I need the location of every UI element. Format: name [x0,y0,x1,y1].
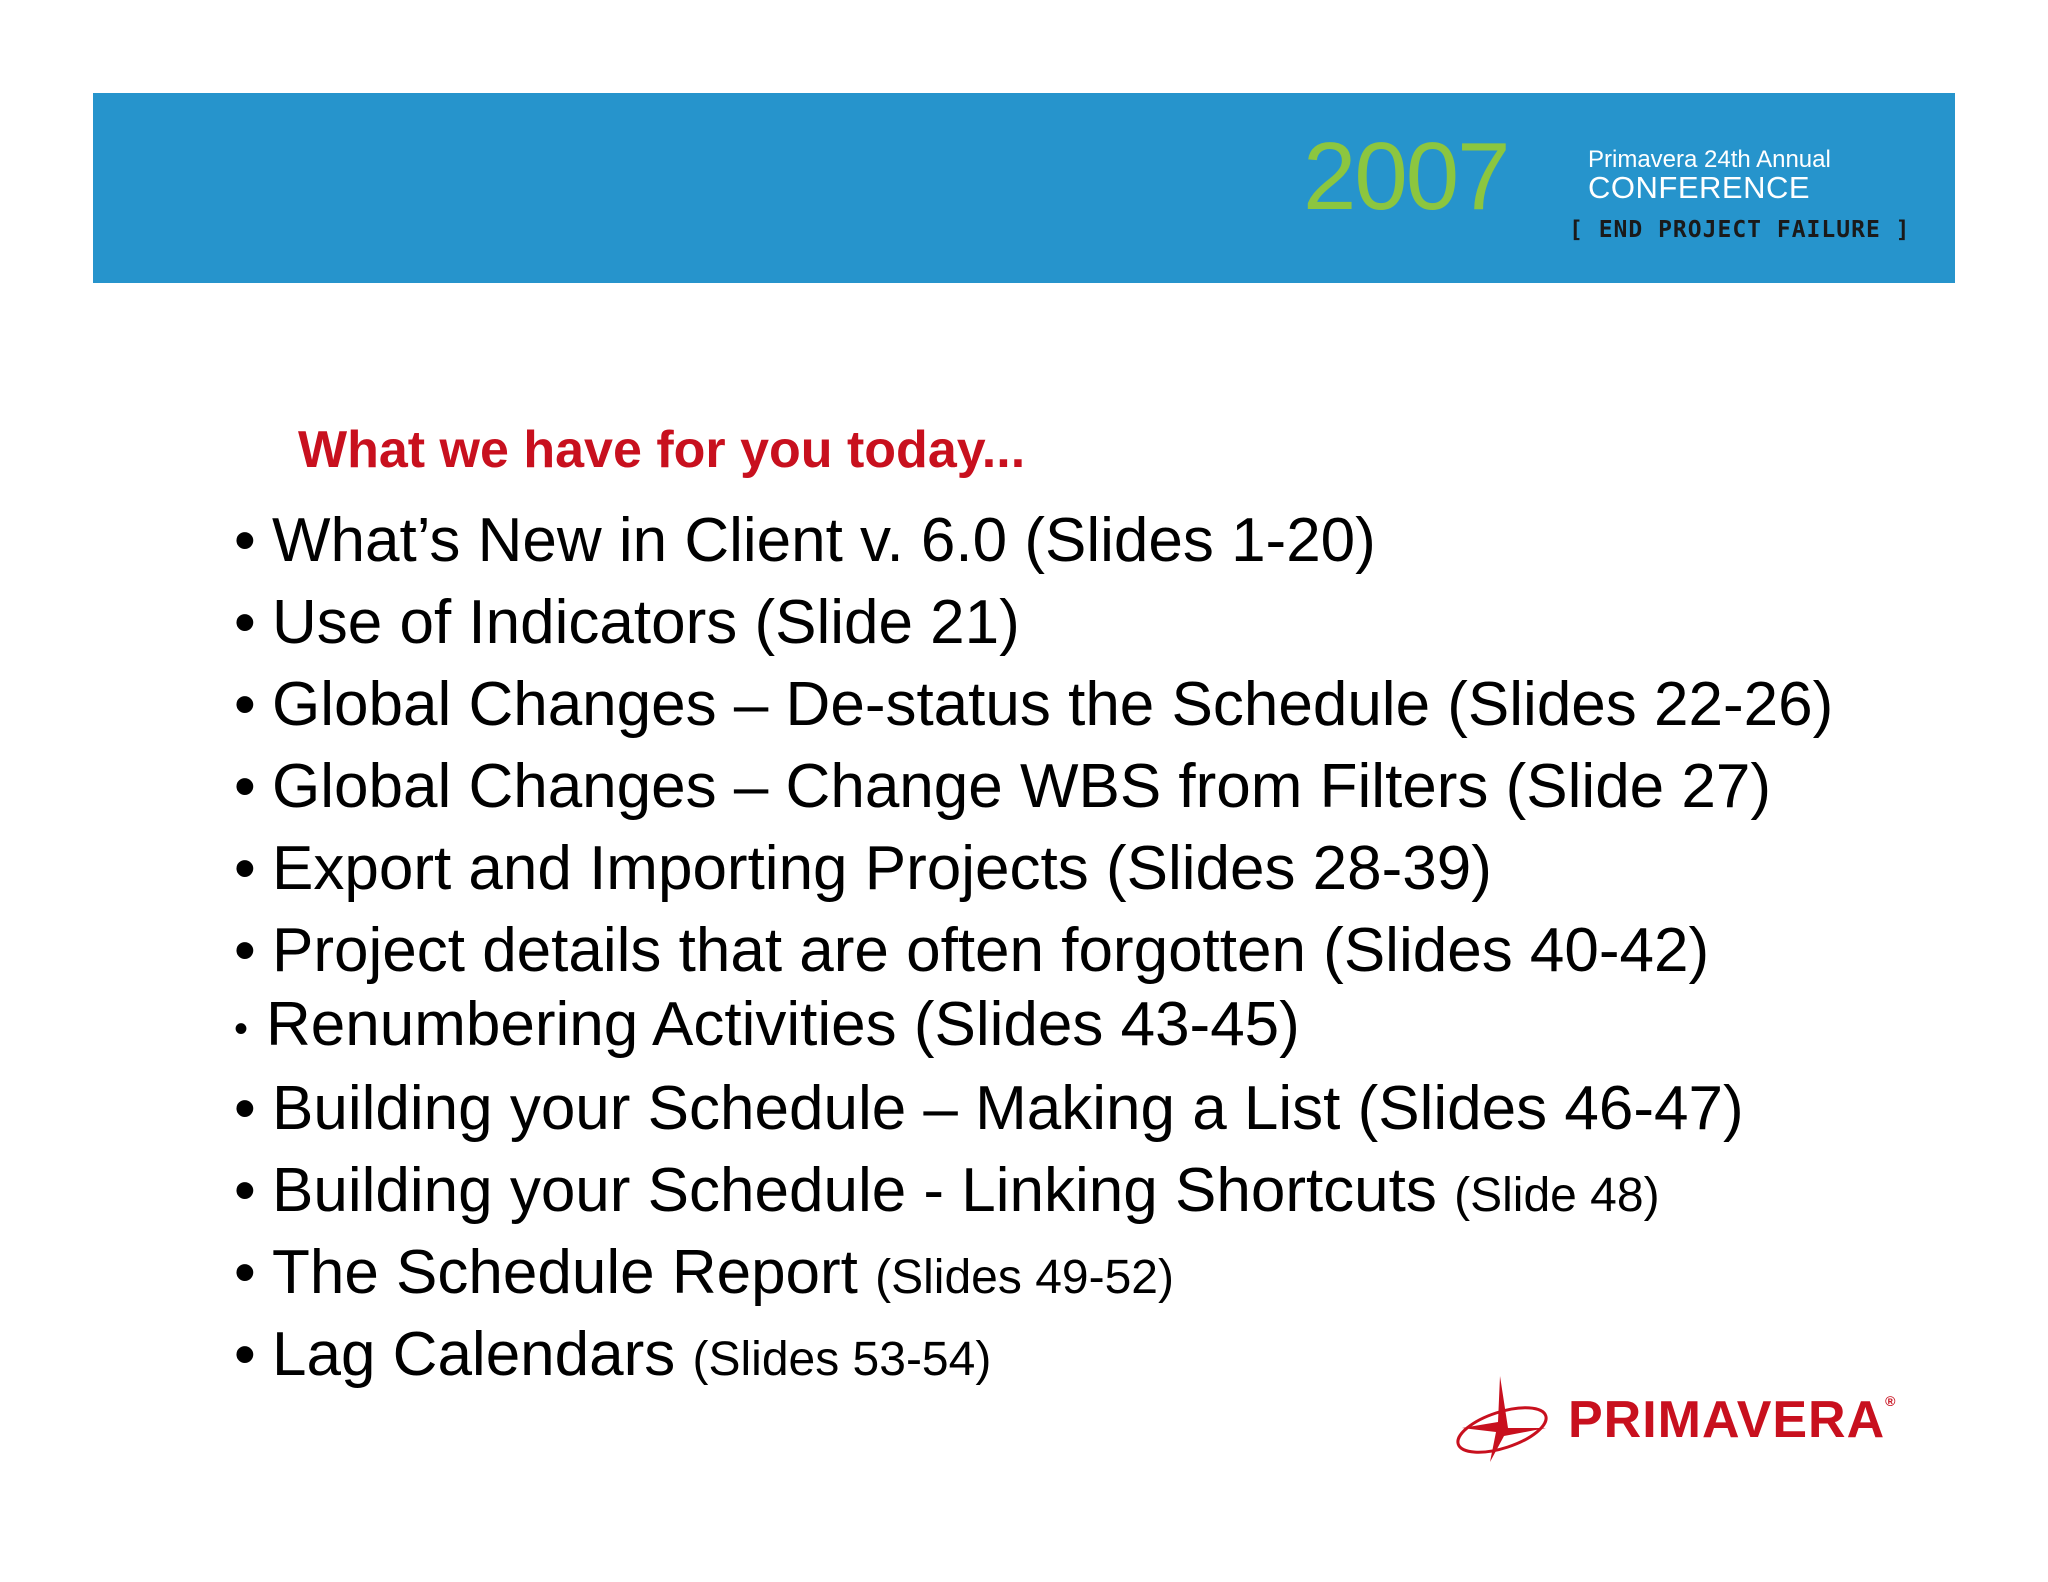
agenda-item [234,588,1020,657]
agenda-item [234,834,1492,903]
agenda-item-slides: (Slides 53-54) [692,1333,992,1386]
primavera-wordmark-text: PRIMAVERA [1568,1391,1886,1449]
agenda-item-text: Export and Importing Projects (Slides 28-39) [272,834,1492,903]
bullet: • [234,752,256,821]
agenda-item [234,752,1771,821]
primavera-wordmark [1568,1391,1897,1449]
primavera-swoosh-icon [1450,1370,1560,1470]
bullet: • [234,506,256,575]
banner-tagline: [ END PROJECT FAILURE ] [1569,217,1911,243]
agenda-item-text: Use of Indicators (Slide 21) [272,588,1020,657]
agenda-item [234,1156,1660,1225]
agenda-item-slides: (Slide 48) [1454,1169,1660,1222]
agenda-item-text: Project details that are often forgotten (Slides 40-42) [272,916,1710,985]
bullet: • [234,1320,256,1389]
agenda-item [234,1074,1744,1143]
agenda-item [234,916,1710,985]
bullet: • [234,670,256,739]
bullet: • [234,1156,256,1225]
agenda-item-text: The Schedule Report [272,1238,876,1307]
banner-conference-title [1588,147,1831,205]
conference-banner [93,93,1955,283]
bullet: • [234,1238,256,1307]
bullet: • [234,588,256,657]
agenda-item-text: Global Changes – De-status the Schedule (Slides 22-26) [272,670,1834,739]
bullet: • [234,1074,256,1143]
agenda-item-text: Building your Schedule – Making a List (Slides 46-47) [272,1074,1744,1143]
bullet: • [234,834,256,903]
agenda-item-text: Renumbering Activities (Slides 43-45) [266,990,1300,1059]
agenda-item-slides: (Slides 49-52) [875,1251,1174,1304]
agenda-item-text: Global Changes – Change WBS from Filters (Slide 27) [272,752,1771,821]
bullet: • [234,1006,249,1051]
registered-mark: ® [1885,1393,1897,1409]
slide-heading: What we have for you today... [298,421,1026,479]
banner-conference-line2: CONFERENCE [1588,170,1811,206]
agenda-item [234,1238,1174,1307]
banner-conference-line1: Primavera 24th Annual [1588,146,1831,173]
bullet: • [234,916,256,985]
agenda-item-text: Building your Schedule - Linking Shortcuts [272,1156,1455,1225]
primavera-logo [1450,1370,1897,1470]
agenda-item [234,506,1376,575]
agenda-item-text: What’s New in Client v. 6.0 (Slides 1-20) [272,506,1376,575]
agenda-item [234,990,1300,1059]
agenda-item [234,670,1834,739]
agenda-item-text: Lag Calendars [272,1320,693,1389]
agenda-item [234,1320,992,1389]
banner-year: 2007 [1303,123,1509,230]
